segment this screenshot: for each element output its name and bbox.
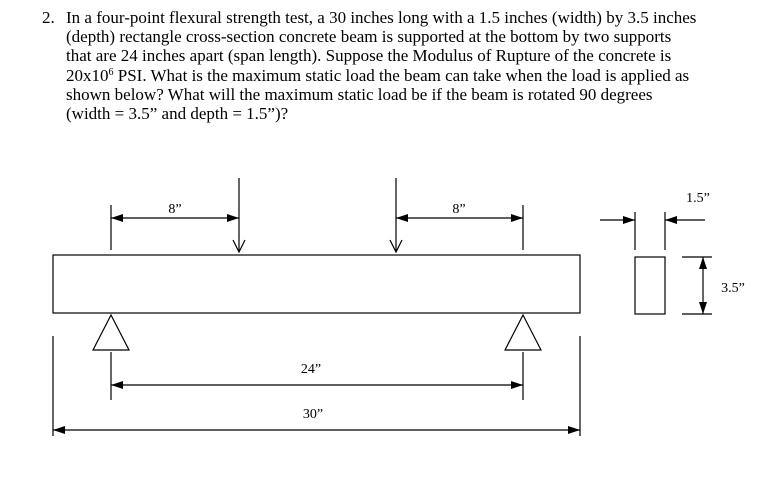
span-length-label: 24”	[300, 362, 322, 377]
left-support-icon	[93, 315, 129, 350]
problem-text-segment: In a four-point flexural strength test, a 30 inches long with a 1.5 inches (width) by 3.5 inches	[66, 8, 697, 27]
modulus-value: 20x10	[66, 65, 109, 85]
arrowhead-icon	[396, 214, 408, 222]
arrowhead-icon	[623, 216, 635, 224]
problem-text-segment: shown below? What will the maximum static load be if the beam is rotated 90 degrees	[66, 84, 653, 104]
arrowhead-icon	[699, 302, 707, 314]
arrowhead-icon	[227, 214, 239, 222]
problem-text-segment: that are 24 inches apart (span length). Suppose the Modulus of Rupture of the concrete is	[66, 46, 672, 66]
section-width-label: 1.5”	[686, 191, 710, 206]
arrowhead-icon	[665, 216, 677, 224]
cross-section	[635, 257, 665, 314]
right-support-icon	[505, 315, 541, 350]
arrowhead-icon	[511, 214, 523, 222]
arrowhead-icon	[511, 381, 523, 389]
problem-text-segment: (width = 3.5” and depth = 1.5”)?	[66, 104, 289, 124]
arrowhead-icon	[111, 214, 123, 222]
arrowhead-icon	[568, 426, 580, 434]
arrowhead-icon	[111, 381, 123, 389]
arrowhead-icon	[699, 257, 707, 269]
arrowhead-icon	[53, 426, 65, 434]
problem-text-segment: (depth) rectangle cross-section concrete beam is supported at the bottom by two supports	[66, 27, 672, 47]
left-offset-label: 8”	[168, 202, 182, 217]
right-offset-label: 8”	[452, 202, 466, 217]
problem-text-segment: PSI. What is the maximum static load the beam can take when the load is applied as	[113, 65, 690, 85]
section-depth-label: 3.5”	[721, 281, 745, 296]
beam-length-label: 30”	[302, 407, 324, 422]
problem-number: 2.	[42, 8, 55, 27]
modulus-exponent: 6	[108, 66, 114, 78]
beam	[53, 255, 580, 313]
